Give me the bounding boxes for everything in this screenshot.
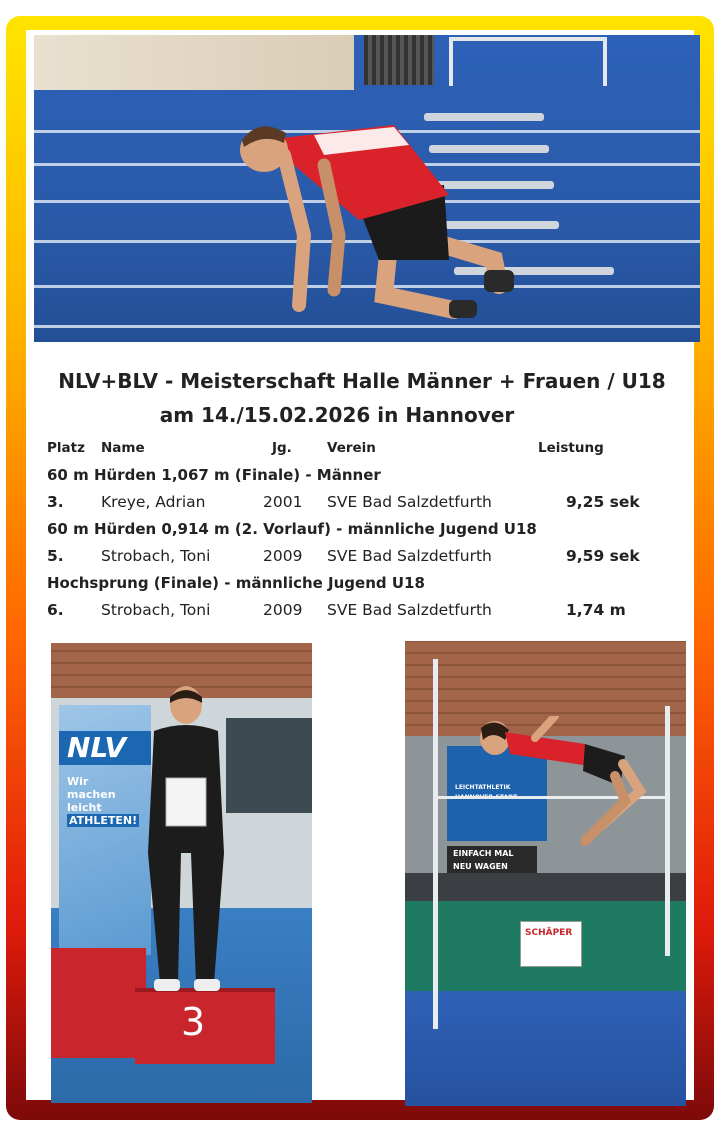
headline-line-2: am 14./15.02.2026 in Hannover [159,403,515,427]
result-name: Kreye, Adrian [101,493,206,511]
result-year: 2009 [263,547,303,565]
column-header-place: Platz [47,440,85,456]
athlete-with-certificate [126,683,246,993]
result-place: 3. [47,493,64,511]
column-header-name: Name [101,440,145,456]
nlv-banner: NLV Wir machen leicht ATHLETEN! [59,705,151,955]
event-title: 60 m Hürden 0,914 m (2. Vorlauf) - männliche Jugend U18 [47,520,537,538]
event-title: 60 m Hürden 1,067 m (Finale) - Männer [47,466,381,484]
result-year: 2009 [263,601,303,619]
sponsor-sign: SCHÄPER [520,921,582,967]
podium-third [135,988,275,1064]
athlete-in-blocks [194,85,554,335]
sand-pit [34,35,354,90]
high-jumper [475,716,655,856]
column-header-club: Verein [327,440,376,456]
landing-mat [405,901,686,991]
column-header-performance: Leistung [538,440,604,456]
standard-right [665,706,670,956]
result-place: 6. [47,601,64,619]
standard-left [433,659,438,1029]
headline [34,364,690,432]
photo-high-jump [405,641,686,1106]
result-name: Strobach, Toni [101,547,211,565]
starting-mat [364,35,434,85]
podium-number: 3 [181,1000,206,1044]
result-club: SVE Bad Salzdetfurth [327,601,492,619]
event-title: Hochsprung (Finale) - männliche Jugend U18 [47,574,425,592]
result-performance: 9,59 sek [566,547,640,565]
result-performance: 1,74 m [566,601,626,619]
column-header-year: Jg. [272,440,292,456]
result-club: SVE Bad Salzdetfurth [327,493,492,511]
photo-podium [51,643,312,1103]
result-year: 2001 [263,493,303,511]
result-performance: 9,25 sek [566,493,640,511]
landing-mat-top [405,873,686,903]
hurdle [449,37,607,86]
nlv-logo-text: NLV [67,731,127,764]
headline-line-1: NLV+BLV - Meisterschaft Halle Männer + Frauen / U18 [58,369,666,393]
hannover-sign: LEICHTATHLETIK [447,746,547,841]
result-name: Strobach, Toni [101,601,211,619]
photo-hurdles-start [34,35,700,342]
result-place: 5. [47,547,64,565]
advert-board: EINFACH MAL NEU WAGEN [447,846,537,876]
result-club: SVE Bad Salzdetfurth [327,547,492,565]
track-floor [405,991,686,1106]
